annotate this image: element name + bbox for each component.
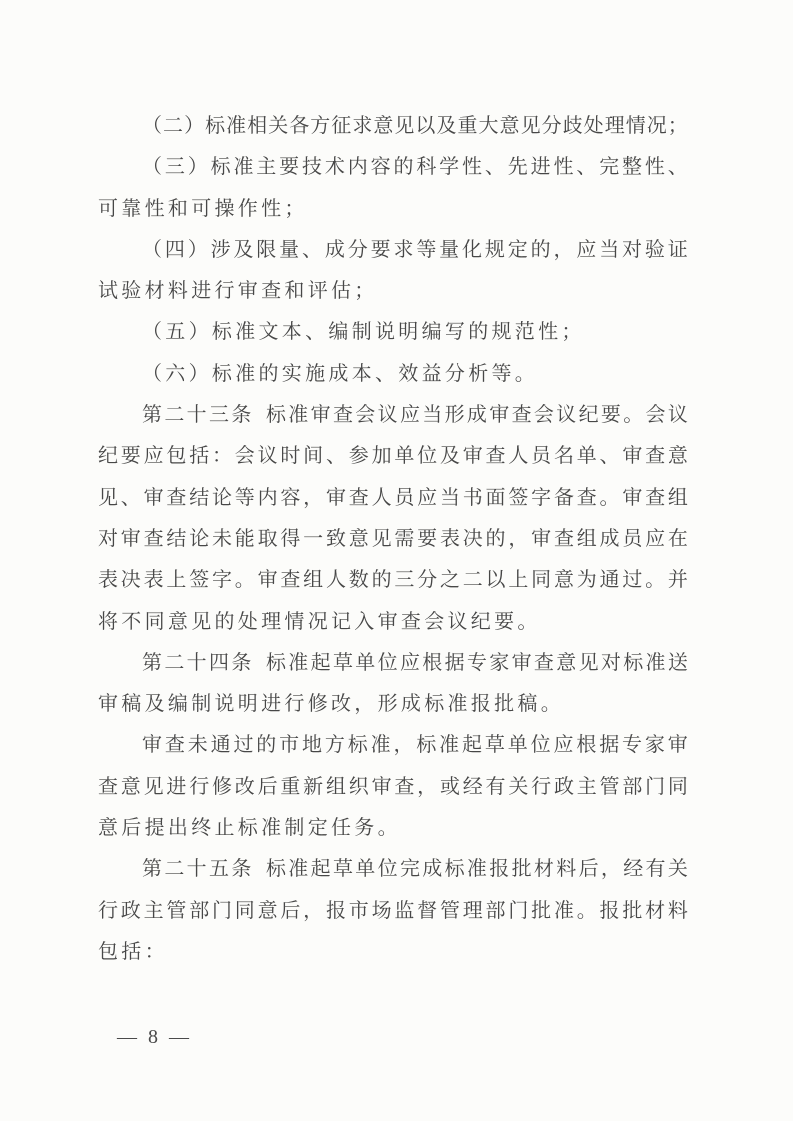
text-line: 第 二 十 五 条 标 准 起 草 单 位 完 成 标 准 报 批 材 料 后 ， 经 有 关: [142, 858, 688, 881]
text-line: 第 二 十 三 条 标 准 审 查 会 议 应 当 形 成 审 查 会 议 纪 要 。 会 议: [142, 404, 688, 427]
text-line: 查 意 见 进 行 修 改 后 重 新 组 织 审 查 ， 或 经 有 关 行 政 主 管 部 门 同: [98, 775, 688, 798]
document-body: [98, 106, 688, 973]
text-line: 审稿及编制说明进行修改，形成标准报批稿。: [98, 693, 564, 716]
text-line: 行 政 主 管 部 门 同 意 后 ， 报 市 场 监 督 管 理 部 门 批 准 。 报 批 材 料: [98, 899, 688, 922]
text-line: 对 审 查 结 论 未 能 取 得 一 致 意 见 需 要 表 决 的 ， 审 查 组 成 员 应 在: [98, 527, 688, 550]
text-line: 试验材料进行审查和评估；: [98, 280, 378, 303]
text-line: （ 二 ） 标 准 相 关 各 方 征 求 意 见 以 及 重 大 意 见 分 歧 处 理 情 况 ；: [142, 115, 688, 137]
text-line: （ 三 ） 标 准 主 要 技 术 内 容 的 科 学 性 、 先 进 性 、 完 整 性 、: [142, 156, 688, 179]
text-line: （ 四 ） 涉 及 限 量 、 成 分 要 求 等 量 化 规 定 的 ， 应 当 对 验 证: [142, 238, 688, 261]
text-line: 第 二 十 四 条 标 准 起 草 单 位 应 根 据 专 家 审 查 意 见 对 标 准 送: [142, 651, 688, 674]
text-line: 可靠性和可操作性；: [98, 197, 308, 220]
page-number: — 8 —: [117, 1026, 192, 1048]
text-line: 纪 要 应 包 括 ： 会 议 时 间 、 参 加 单 位 及 审 查 人 员 名 单 、 审 查 意: [98, 445, 688, 468]
text-line: 见 、 审 查 结 论 等 内 容 ， 审 查 人 员 应 当 书 面 签 字 备 查 。 审 查 组: [98, 486, 688, 509]
text-line: （五）标准文本、编制说明编写的规范性；: [142, 321, 585, 344]
text-line: 将不同意见的处理情况记入审查会议纪要。: [98, 610, 541, 633]
text-line: 表 决 表 上 签 字 。 审 查 组 人 数 的 三 分 之 二 以 上 同 意 为 通 过 。 并: [98, 569, 688, 592]
text-line: 意后提出终止标准制定任务。: [98, 817, 401, 840]
text-line: 审 查 未 通 过 的 市 地 方 标 准 ， 标 准 起 草 单 位 应 根 据 专 家 审: [142, 734, 688, 757]
text-line: 包括：: [98, 940, 168, 963]
text-line: （六）标准的实施成本、效益分析等。: [142, 362, 539, 385]
